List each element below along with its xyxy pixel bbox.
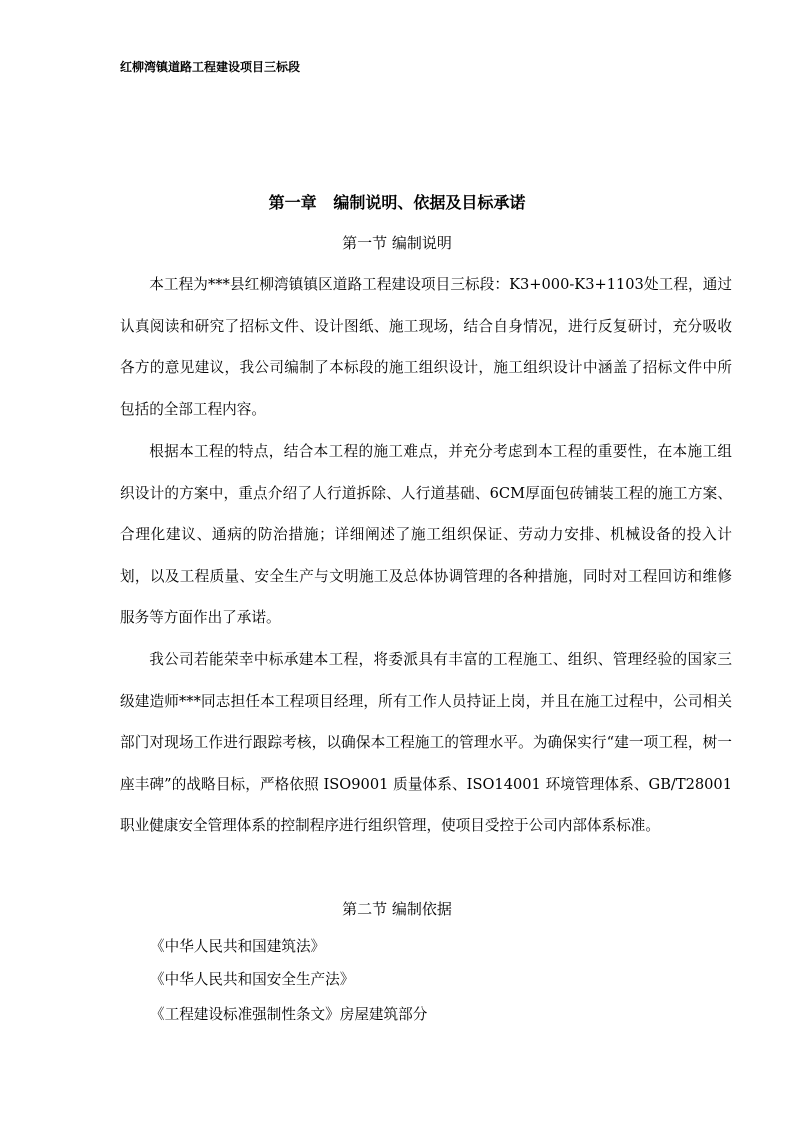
reference-item: 《中华人民共和国建筑法》 [150, 938, 326, 955]
running-header: 红柳湾镇道路工程建设项目三标段 [120, 60, 301, 74]
reference-item: 《中华人民共和国安全生产法》 [150, 971, 355, 988]
chapter-title: 第一章 编制说明、依据及目标承诺 [268, 193, 526, 212]
paragraph-1: 本工程为***县红柳湾镇镇区道路工程建设项目三标段：K3+000-K3+1103处工程，通过认真阅读和研究了招标文件、设计图纸、施工现场，结合自身情况，进行反复研讨，充分吸收各方的意见建议，我公司编制了本标段的施工组织设计，施工组织设计中涵盖了招标文件中所包括的全部工程内容。 [120, 276, 732, 418]
paragraph-2: 根据本工程的特点，结合本工程的施工难点，并充分考虑到本工程的重要性，在本施工组织设计的方案中，重点介绍了人行道拆除、人行道基础、6CM厚面包砖铺装工程的施工方案、合理化建议、通病的防治措施；详细阐述了施工组织保证、劳动力安排、机械设备的投入计划，以及工程质量、安全生产与文明施工及总体协调管理的各种措施，同时对工程回访和维修服务等方面作出了承诺。 [120, 443, 732, 627]
section-title-2: 第二节 编制依据 [342, 900, 452, 918]
reference-item: 《工程建设标准强制性条文》房屋建筑部分 [150, 1006, 428, 1023]
paragraph-3: 我公司若能荣幸中标承建本工程，将委派具有丰富的工程施工、组织、管理经验的国家三级建造师***同志担任本工程项目经理，所有工作人员持证上岗，并且在施工过程中，公司相关部门对现场工作进行跟踪考核，以确保本工程施工的管理水平。为确保实行“建一项工程，树一座丰碑”的战略目标，严格依照 ISO9001 质量体系、ISO14001 环境管理体系、GB/T28001 职业健康安全管理体系的控制程序进行组织管理，使项目受控于公司内部体系标准。 [120, 651, 732, 835]
section-title-1: 第一节 编制说明 [342, 234, 452, 252]
